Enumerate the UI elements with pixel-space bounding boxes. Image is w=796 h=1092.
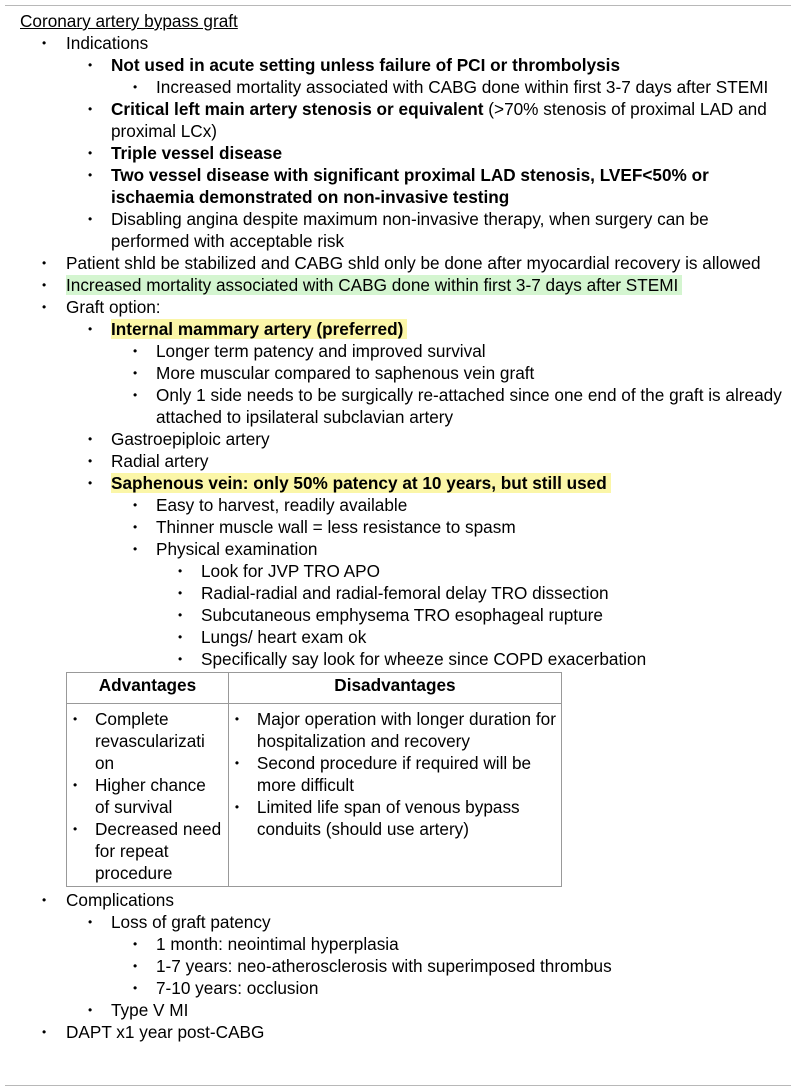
main-list-continued xyxy=(20,889,790,1043)
list-item-mortality xyxy=(20,274,790,296)
list-item-complications xyxy=(20,889,790,1021)
graft-patency-label: Loss of graft patency xyxy=(111,912,271,932)
disadvantages-cell xyxy=(228,704,561,887)
list-item: • Major operation with longer duration for hospitalization and recovery xyxy=(229,708,557,752)
list-item: • 7-10 years: occlusion xyxy=(111,977,790,999)
list-item: • Only 1 side needs to be surgically re-attached since one end of the graft is already attached to ipsilateral subclavian artery xyxy=(111,384,790,428)
sublist xyxy=(111,76,790,98)
sublist xyxy=(111,494,790,670)
disadvantages-header: Disadvantages xyxy=(228,673,561,704)
highlight-green: Increased mortality associated with CABG done within first 3-7 days after STEMI xyxy=(66,275,682,295)
physical-exam-label: Physical examination xyxy=(156,539,318,559)
list-item: • Decreased need for repeat procedure xyxy=(67,818,224,884)
list-item-indications xyxy=(20,32,790,252)
indication-left-main-detail: (>70% stenosis of proximal LAD and proximal LCx) xyxy=(111,99,767,141)
list-item-graft xyxy=(20,296,790,670)
complications-heading: Complications xyxy=(66,890,174,910)
advantages-list xyxy=(67,708,224,884)
complications-list xyxy=(66,911,790,1021)
list-item: • Limited life span of venous bypass conduits (should use artery) xyxy=(229,796,557,840)
highlight-yellow-ima: Internal mammary artery (preferred) xyxy=(111,319,407,339)
list-item: • Type V MI xyxy=(66,999,790,1021)
advantages-header: Advantages xyxy=(67,673,229,704)
list-item-stabilize: • Patient shld be stabilized and CABG shld only be done after myocardial recovery is allowed xyxy=(20,252,790,274)
list-item xyxy=(66,142,790,164)
list-item: • 1-7 years: neo-atherosclerosis with superimposed thrombus xyxy=(111,955,790,977)
indication-acute: Not used in acute setting unless failure of PCI or thrombolysis xyxy=(111,55,621,75)
graft-list xyxy=(66,318,790,670)
sublist xyxy=(111,340,790,428)
list-item xyxy=(66,98,790,142)
list-item: • Increased mortality associated with CABG done within first 3-7 days after STEMI xyxy=(111,76,790,98)
list-item xyxy=(66,164,790,208)
indication-two-vessel: Two vessel disease with significant proximal LAD stenosis, LVEF<50% or ischaemia demonstrated on non-invasive testing xyxy=(111,165,709,207)
list-item: • Longer term patency and improved survival xyxy=(111,340,790,362)
list-item: • Subcutaneous emphysema TRO esophageal rupture xyxy=(156,604,790,626)
list-item xyxy=(111,538,790,670)
indication-left-main: Critical left main artery stenosis or equivalent xyxy=(111,99,484,119)
list-item: • Higher chance of survival xyxy=(67,774,224,818)
list-item xyxy=(66,318,790,428)
sublist xyxy=(156,560,790,670)
advantages-cell xyxy=(67,704,229,887)
graft-heading: Graft option: xyxy=(66,297,161,317)
indications-list xyxy=(66,54,790,252)
list-item: • Radial-radial and radial-femoral delay TRO dissection xyxy=(156,582,790,604)
disadvantages-list xyxy=(229,708,557,840)
indications-heading: Indications xyxy=(66,33,149,53)
list-item: • 1 month: neointimal hyperplasia xyxy=(111,933,790,955)
page-title: Coronary artery bypass graft xyxy=(20,11,238,31)
list-item: • Second procedure if required will be more difficult xyxy=(229,752,557,796)
list-item: • More muscular compared to saphenous vein graft xyxy=(111,362,790,384)
list-item: • Look for JVP TRO APO xyxy=(156,560,790,582)
list-item: • Lungs/ heart exam ok xyxy=(156,626,790,648)
list-item xyxy=(66,54,790,98)
list-item-dapt: • DAPT x1 year post-CABG xyxy=(20,1021,790,1043)
advantages-table xyxy=(66,672,562,887)
list-item: • Easy to harvest, readily available xyxy=(111,494,790,516)
list-item: • Thinner muscle wall = less resistance to spasm xyxy=(111,516,790,538)
list-item: • Gastroepiploic artery xyxy=(66,428,790,450)
highlight-yellow-sv: Saphenous vein: only 50% patency at 10 years, but still used xyxy=(111,473,611,493)
list-item: • Radial artery xyxy=(66,450,790,472)
list-item xyxy=(66,911,790,999)
list-item: • Complete revascularizati on xyxy=(67,708,224,774)
sublist xyxy=(111,933,790,999)
list-item: • Specifically say look for wheeze since COPD exacerbation xyxy=(156,648,790,670)
list-item: • Disabling angina despite maximum non-invasive therapy, when surgery can be performed with acceptable risk xyxy=(66,208,790,252)
document-body xyxy=(20,10,790,1043)
main-list xyxy=(20,32,790,670)
list-item xyxy=(66,472,790,670)
indication-triple-vessel: Triple vessel disease xyxy=(111,143,283,163)
